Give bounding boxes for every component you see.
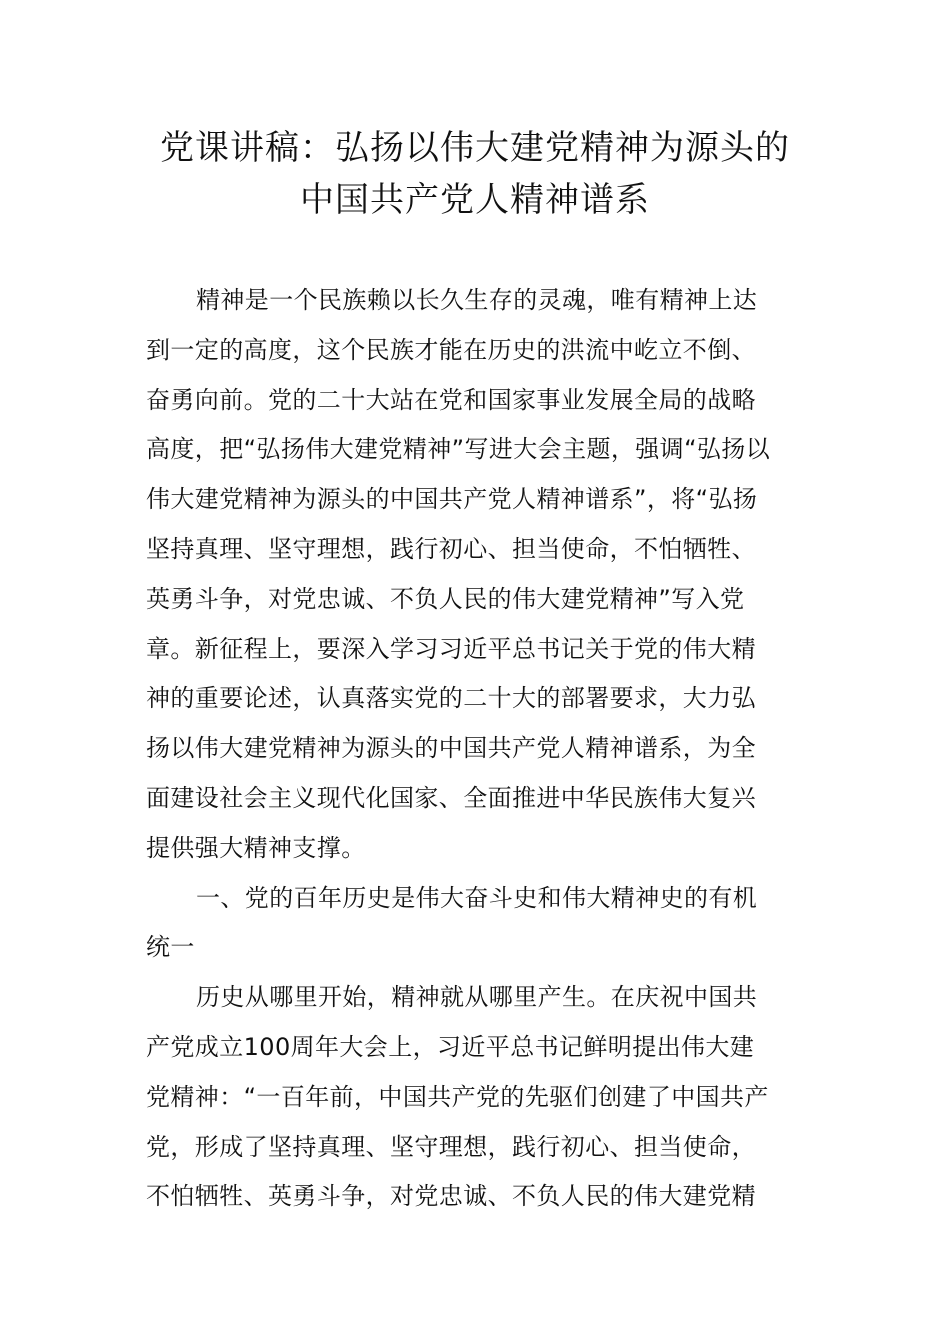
paragraph-line: 到一定的高度，这个民族才能在历史的洪流中屹立不倒、 — [146, 335, 756, 364]
paragraph-line: 党，形成了坚持真理、坚守理想，践行初心、担当使命， — [146, 1132, 756, 1161]
section-heading-1 — [146, 874, 808, 974]
paragraph-line: 英勇斗争，对党忠诚、不负人民的伟大建党精神”写入党 — [146, 584, 745, 613]
paragraph-line: 坚持真理、坚守理想，践行初心、担当使命，不怕牺牲、 — [146, 534, 756, 563]
paragraph-history — [146, 973, 808, 1222]
paragraph-line: 历史从哪里开始，精神就从哪里产生。在庆祝中国共 — [196, 983, 758, 1012]
document-title — [120, 122, 830, 226]
paragraph-line: 神的重要论述，认真落实党的二十大的部署要求，大力弘 — [146, 684, 756, 713]
paragraph-line: 精神是一个民族赖以长久生存的灵魂，唯有精神上达 — [196, 286, 758, 314]
paragraph-line: 伟大建党精神为源头的中国共产党人精神谱系”，将“弘扬 — [146, 485, 758, 514]
paragraph-intro — [146, 276, 808, 874]
paragraph-line: 奋勇向前。党的二十大站在党和国家事业发展全局的战略 — [146, 385, 756, 414]
paragraph-line: 提供强大精神支撑。 — [146, 833, 366, 862]
paragraph-line: 不怕牺牲、英勇斗争，对党忠诚、不负人民的伟大建党精 — [146, 1182, 756, 1211]
paragraph-line: 产党成立100周年大会上，习近平总书记鲜明提出伟大建 — [146, 1032, 755, 1061]
paragraph-line: 扬以伟大建党精神为源头的中国共产党人精神谱系，为全 — [146, 734, 756, 763]
paragraph-line: 高度，把“弘扬伟大建党精神”写进大会主题，强调“弘扬以 — [146, 435, 771, 464]
paragraph-line: 党精神：“一百年前，中国共产党的先驱们创建了中国共产 — [146, 1082, 769, 1111]
document-body — [146, 276, 808, 1222]
title-line-2: 中国共产党人精神谱系 — [300, 180, 650, 220]
title-line-1: 党课讲稿：弘扬以伟大建党精神为源头的 — [160, 128, 790, 168]
paragraph-line: 面建设社会主义现代化国家、全面推进中华民族伟大复兴 — [146, 783, 756, 812]
section-heading-line: 统一 — [146, 933, 195, 962]
section-heading-line: 一、党的百年历史是伟大奋斗史和伟大精神史的有机 — [196, 883, 758, 912]
paragraph-line: 章。新征程上，要深入学习习近平总书记关于党的伟大精 — [146, 634, 756, 663]
